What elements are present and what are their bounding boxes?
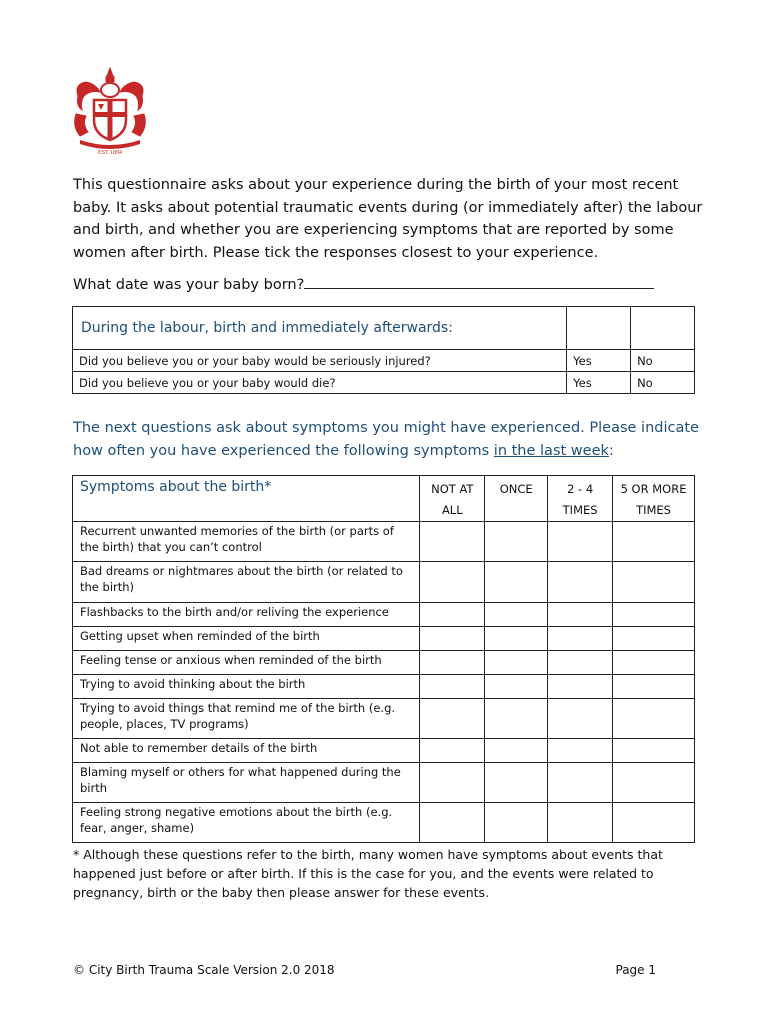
tick-cell[interactable] <box>548 627 613 651</box>
column-not-at-all: NOT AT ALL <box>420 476 485 522</box>
intro-paragraph: This questionnaire asks about your experience during the birth of your most recent baby. It asks about potential traumatic events during (or immediately after) the labour and birth, and whether you are experiencing symptoms that are reported by some women after birth. Please tick the responses closest to your experience. <box>73 177 703 261</box>
symptom-question: Blaming myself or others for what happened during the birth <box>73 763 420 803</box>
tick-cell[interactable] <box>420 803 485 843</box>
tick-cell[interactable] <box>420 627 485 651</box>
tick-cell[interactable] <box>613 603 695 627</box>
next-questions-underlined: in the last week <box>493 442 609 459</box>
tick-cell[interactable] <box>613 763 695 803</box>
section1-head-cell-no <box>631 307 695 350</box>
tick-cell[interactable] <box>420 522 485 562</box>
tick-cell[interactable] <box>420 675 485 699</box>
tick-cell[interactable] <box>548 562 613 603</box>
tick-cell[interactable] <box>485 651 548 675</box>
tick-cell[interactable] <box>548 803 613 843</box>
tick-cell[interactable] <box>613 522 695 562</box>
symptom-question: Feeling strong negative emotions about the birth (e.g. fear, anger, shame) <box>73 803 420 843</box>
tick-cell[interactable] <box>613 627 695 651</box>
tick-cell[interactable] <box>613 675 695 699</box>
tick-cell[interactable] <box>420 651 485 675</box>
tick-cell[interactable] <box>485 562 548 603</box>
next-questions-intro <box>73 417 713 462</box>
tick-cell[interactable] <box>613 803 695 843</box>
crest-est-text: EST 1894 <box>97 150 123 156</box>
tick-cell[interactable] <box>548 763 613 803</box>
tick-cell[interactable] <box>548 603 613 627</box>
tick-cell[interactable] <box>420 739 485 763</box>
section1-head-cell-yes <box>567 307 631 350</box>
answer-no[interactable]: No <box>631 372 695 394</box>
symptom-question: Flashbacks to the birth and/or reliving the experience <box>73 603 420 627</box>
page-number: Page 1 <box>615 963 656 977</box>
tick-cell[interactable] <box>548 522 613 562</box>
section1-question: Did you believe you or your baby would be seriously injured? <box>73 350 567 372</box>
tick-cell[interactable] <box>613 651 695 675</box>
symptom-question: Getting upset when reminded of the birth <box>73 627 420 651</box>
answer-yes[interactable]: Yes <box>567 350 631 372</box>
copyright-text: © City Birth Trauma Scale Version 2.0 2018 <box>73 963 335 977</box>
crest-icon <box>70 66 150 156</box>
answer-yes[interactable]: Yes <box>567 372 631 394</box>
labour-questions-table <box>72 306 695 394</box>
next-questions-text: The next questions ask about symptoms you might have experienced. Please indicate how often you have experienced the following symptoms <box>73 420 699 459</box>
tick-cell[interactable] <box>420 603 485 627</box>
tick-cell[interactable] <box>420 699 485 739</box>
tick-cell[interactable] <box>420 562 485 603</box>
tick-cell[interactable] <box>613 699 695 739</box>
tick-cell[interactable] <box>485 699 548 739</box>
answer-no[interactable]: No <box>631 350 695 372</box>
column-2-4-times: 2 - 4 TIMES <box>548 476 613 522</box>
tick-cell[interactable] <box>485 522 548 562</box>
date-question-label: What date was your baby born? <box>73 277 305 293</box>
section2-heading: Symptoms about the birth* <box>73 476 420 522</box>
tick-cell[interactable] <box>613 739 695 763</box>
section1-question: Did you believe you or your baby would die? <box>73 372 567 394</box>
tick-cell[interactable] <box>548 739 613 763</box>
symptom-question: Trying to avoid things that remind me of the birth (e.g. people, places, TV programs) <box>73 699 420 739</box>
tick-cell[interactable] <box>485 603 548 627</box>
date-question <box>73 273 673 296</box>
next-questions-colon: : <box>608 442 614 459</box>
tick-cell[interactable] <box>548 699 613 739</box>
column-once: ONCE <box>485 476 548 522</box>
symptom-question: Bad dreams or nightmares about the birth (or related to the birth) <box>73 562 420 603</box>
symptom-question: Recurrent unwanted memories of the birth (or parts of the birth) that you can’t control <box>73 522 420 562</box>
tick-cell[interactable] <box>613 562 695 603</box>
tick-cell[interactable] <box>548 651 613 675</box>
tick-cell[interactable] <box>485 675 548 699</box>
tick-cell[interactable] <box>485 803 548 843</box>
footnote: * Although these questions refer to the birth, many women have symptoms about events that happened just before or after birth. If this is the case for you, and the events were related to pregnancy, birth or the baby then please answer for these events. <box>73 847 663 900</box>
symptom-question: Feeling tense or anxious when reminded of the birth <box>73 651 420 675</box>
tick-cell[interactable] <box>420 763 485 803</box>
date-answer-line[interactable] <box>304 273 654 289</box>
section1-heading: During the labour, birth and immediately afterwards: <box>73 307 567 350</box>
tick-cell[interactable] <box>485 627 548 651</box>
symptom-question: Trying to avoid thinking about the birth <box>73 675 420 699</box>
tick-cell[interactable] <box>548 675 613 699</box>
symptoms-table <box>72 475 695 843</box>
tick-cell[interactable] <box>485 739 548 763</box>
column-5-or-more-times: 5 OR MORE TIMES <box>613 476 695 522</box>
symptom-question: Not able to remember details of the birth <box>73 739 420 763</box>
tick-cell[interactable] <box>485 763 548 803</box>
